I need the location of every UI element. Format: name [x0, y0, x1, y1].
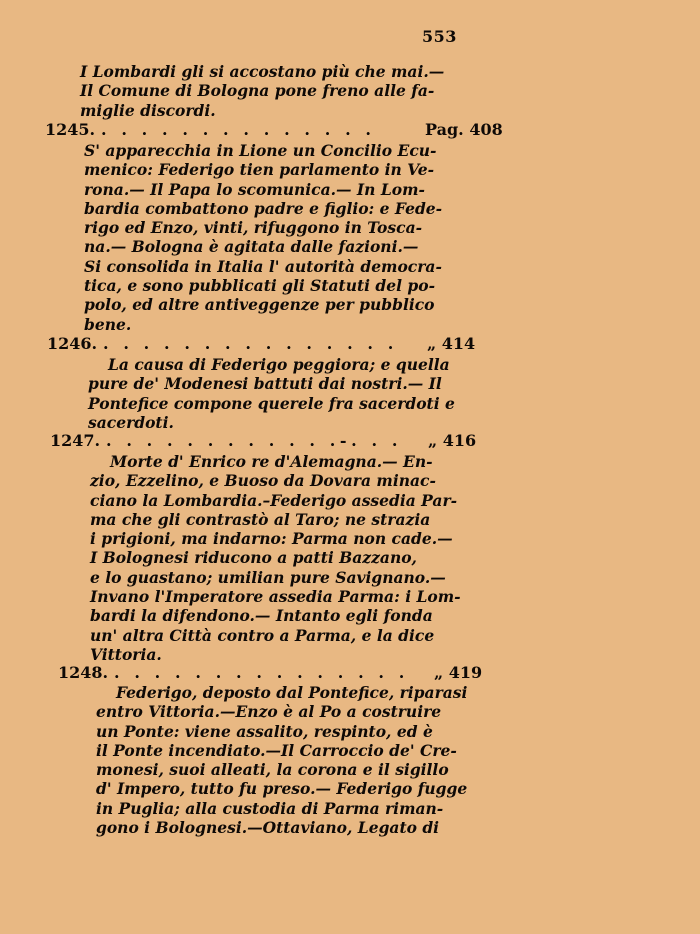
entry-summary-1245: [84, 141, 454, 334]
year-label: 1247.: [50, 431, 101, 450]
summary-line: menico: Federigo tien parlamento in Ve-: [84, 160, 435, 180]
summary-line: Vittoria.: [90, 644, 162, 664]
page-ref-number: 414: [441, 334, 476, 353]
page-reference: [427, 334, 475, 353]
entry-summary-1248: [96, 683, 466, 837]
page-ref-prefix: Pag.: [425, 120, 464, 139]
summary-line: ma che gli contrastò al Taro; ne strazia: [90, 509, 431, 529]
summary-line: un Ponte: viene assalito, respinto, ed è: [96, 721, 433, 741]
summary-line: monesi, suoi alleati, la corona e il sigillo: [96, 760, 449, 780]
summary-line: sacerdoti.: [88, 412, 174, 432]
summary-line: S' apparecchia in Lione un Concilio Ecu-: [84, 141, 437, 160]
summary-line: pure de' Modenesi battuti dai nostri.— Il: [88, 374, 442, 394]
entry-summary-1246: [88, 355, 458, 432]
summary-line: bardi la difendono.— Intanto egli fonda: [90, 606, 433, 626]
summary-line: Invano l'Imperatore assedia Parma: i Lom-: [90, 587, 461, 607]
page-ref-number: 416: [442, 431, 477, 450]
intro-summary: [80, 62, 450, 120]
summary-line: un' altra Città contro a Parma, e la dice: [90, 625, 435, 645]
summary-line: il Ponte incendiato.—Il Carroccio de' Cre-: [96, 740, 457, 760]
leader-dots: . . . . . . . . . . . . . . .: [103, 334, 398, 353]
summary-line: I Bolognesi riducono a patti Bazzano,: [90, 548, 417, 568]
year-label: 1248.: [58, 663, 109, 682]
summary-line: zio, Ezzelino, e Buoso da Dovara minac-: [90, 471, 436, 491]
page-number: 553: [422, 27, 457, 46]
page-ref-prefix: „: [428, 431, 438, 450]
summary-line: entro Vittoria.—Enzo è al Po a costruire: [96, 702, 442, 722]
summary-line: bardia combattono padre e figlio: e Fede-: [84, 198, 443, 218]
year-heading-1246: [47, 334, 481, 354]
page-reference: [428, 431, 476, 450]
page-reference: [425, 120, 503, 139]
summary-line: ciano la Lombardia.–Federigo assedia Par-: [90, 490, 458, 510]
leader-dots: . . . . . . . . . . . . . . .: [114, 663, 409, 682]
summary-line: Si consolida in Italia l' autorità democra-: [84, 256, 442, 276]
summary-line: polo, ed altre antiveggenze per pubblico: [84, 295, 435, 315]
entry-summary-1247: [90, 452, 460, 664]
summary-line: in Puglia; alla custodia di Parma riman-: [96, 798, 444, 818]
summary-line: d' Impero, tutto fu preso.— Federigo fugge: [96, 779, 468, 799]
summary-line: Morte d' Enrico re d'Alemagna.— En-: [110, 452, 433, 471]
summary-line: Il Comune di Bologna pone freno alle fa-: [80, 81, 435, 101]
page-ref-number: 419: [448, 663, 483, 682]
summary-line: La causa di Federigo peggiora; e quella: [108, 355, 450, 374]
page-ref-prefix: „: [434, 663, 444, 682]
leader-dots: . . . . . . . . . . . . . .: [101, 120, 376, 139]
summary-line: rigo ed Enzo, vinti, rifuggono in Tosca-: [84, 218, 423, 238]
summary-line: bene.: [84, 314, 132, 334]
year-label: 1246.: [47, 334, 98, 353]
leader-dots: . . . . . . . . . . . .-. . .: [106, 431, 403, 450]
year-label: 1245.: [45, 120, 96, 139]
summary-line: rona.— Il Papa lo scomunica.— In Lom-: [84, 179, 425, 199]
summary-line: miglie discordi.: [80, 100, 216, 120]
page-ref-number: 408: [469, 120, 503, 139]
summary-line: na.— Bologna è agitata dalle fazioni.—: [84, 237, 419, 257]
year-heading-1245: [45, 120, 503, 140]
summary-line: Pontefice compone querele fra sacerdoti e: [88, 393, 455, 413]
year-heading-1248: [58, 663, 488, 683]
year-heading-1247: [50, 431, 482, 451]
summary-line: e lo guastano; umilian pure Savignano.—: [90, 567, 446, 587]
summary-line: tica, e sono pubblicati gli Statuti del po-: [84, 276, 436, 296]
summary-line: i prigioni, ma indarno: Parma non cade.—: [90, 529, 453, 549]
summary-line: Federigo, deposto dal Pontefice, riparasi: [116, 683, 468, 702]
page-reference: [434, 663, 482, 682]
summary-line: I Lombardi gli si accostano più che mai.—: [80, 62, 445, 81]
summary-line: gono i Bolognesi.—Ottaviano, Legato di: [96, 818, 440, 838]
page-ref-prefix: „: [427, 334, 437, 353]
